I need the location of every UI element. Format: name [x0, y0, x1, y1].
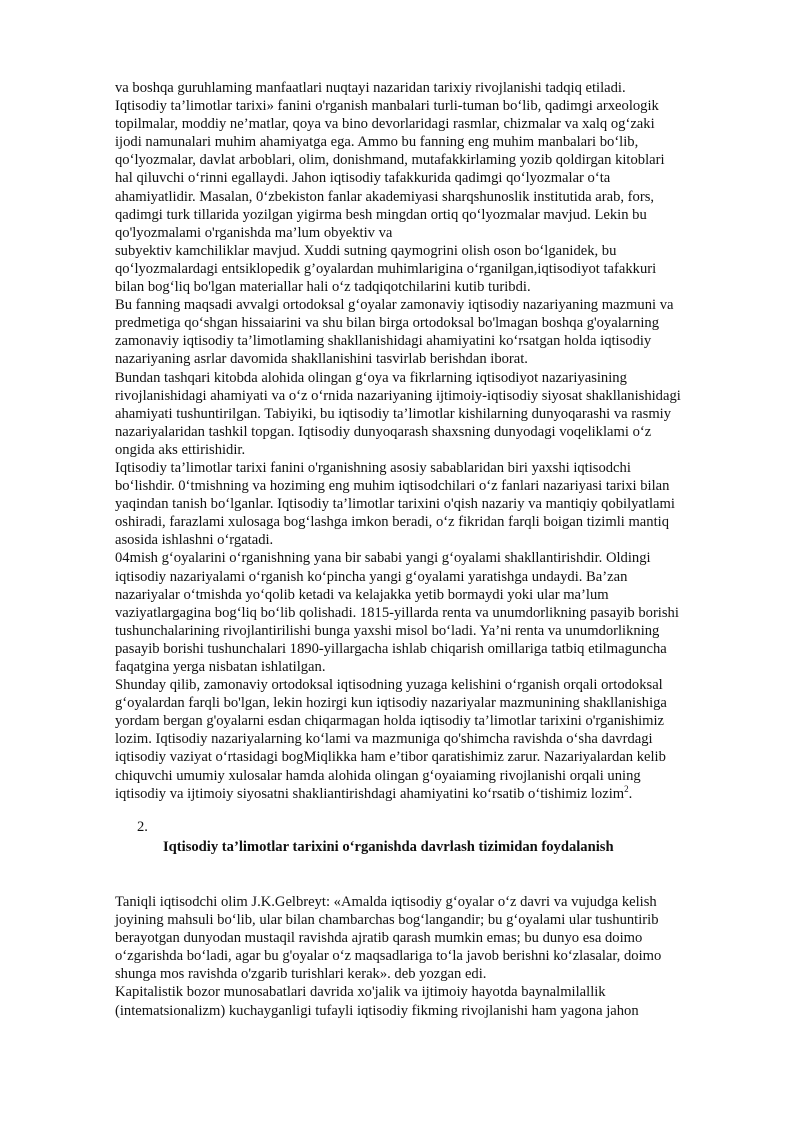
paragraph-conclusion: [115, 676, 745, 803]
text-line: (intematsionalizm) kuchayganligi tufayli iqtisodiy fikming rivojlanishi ham yagona jahon: [115, 1002, 639, 1019]
text-line-content: iqtisodiy va ijtimoiy siyosatni shakliantirishdagi ahamiyatini ko‘rsatib o‘tishimiz lozim: [115, 785, 625, 802]
section-heading: Iqtisodiy ta’limotlar tarixini o‘rganishda davrlash tizimidan foydalanish: [163, 838, 614, 855]
text-line: va boshqa guruhlaming manfaatlari nuqtayi nazaridan tarixiy rivojlanishi tadqiq etiladi.: [115, 80, 626, 96]
text-line: rivojlanishidagi ahamiyati va o‘z o‘rnida nazariyaning ijtimoiy-iqtisodiy siyosat shakllanishidagi: [115, 387, 681, 404]
text-line: Iqtisodiy ta’limotlar tarixi» fanini o'rganish manbalari turli-tuman bo‘lib, qadimgi arxeologik: [115, 98, 659, 115]
text-line: Bundan tashqari kitobda alohida olingan g‘oya va fikrlarning iqtisodiyot nazariyasining: [115, 369, 627, 386]
text-line: zamonaviy iqtisodiy ta’limotlaming shakllanishidagi ahamiyatini ko‘rsatgan holda iqtisodiy: [115, 333, 652, 350]
paragraph-purpose: [115, 296, 745, 368]
text-line: qo‘lyozmalardagi entsiklopedik g’oyalardan muhimlarigina o‘rganilgan,iqtisodiyot tafakkuri: [115, 260, 657, 277]
text-line: oshiradi, farazlami xulosaga bog‘lashga imkon beradi, o‘z fikridan farqli boigan tizimli mantiq: [115, 514, 669, 531]
text-line: ijodi namunalari muhim ahamiyatga ega. Ammo bu fanning eng muhim manbalari bo‘lib,: [115, 134, 639, 151]
text-line: predmetiga qo‘shgan hissaiarini va shu bilan birga ortodoksal bo'lmagan boshqa g'oyalarning: [115, 315, 660, 332]
text-line: qo'lyozmalami o'rganishda ma’lum obyektiv va: [115, 224, 393, 241]
text-line: yaqindan tanish bo‘lganlar. Iqtisodiy ta’limotlar tarixini o'qish nazariy va mantiqiy qobilyatlami: [115, 496, 675, 513]
paragraph-book-ideas: [115, 369, 745, 459]
text-line: nazariyalar o‘tmishda yo‘qolib ketadi va kelajakka yetib bormaydi yoki ular ma’lum: [115, 586, 609, 603]
paragraph-galbraith-quote: [115, 893, 745, 983]
text-line: qadimgi turk tillarida yozilgan yigirma besh mingdan ortiq qo‘lyozmalar mavjud. Lekin bu: [115, 206, 647, 223]
text-line: iqtisodiy vaziyat o‘rtasidagi bogMiqlikka ham e’tibor qaratishimiz zarur. Nazariyalardan kelib: [115, 749, 666, 766]
text-line: hal qiluvchi o‘rinni egallaydi. Jahon iqtisodiy tafakkurida qadimgi qo‘lyozmalar o‘ta: [115, 170, 611, 187]
text-line: Kapitalistik bozor munosabatlari davrida xo'jalik va ijtimoiy hayotda baynalmilallik: [115, 984, 606, 1001]
text-line: bo‘lishdir. 0‘tmishning va hoziming eng muhim iqtisodchilari o‘z fanlari nazariyasi tarixi bilan: [115, 478, 670, 495]
text-line: ongida aks ettirishidir.: [115, 441, 246, 458]
text-line: faqatgina yerga nisbatan ishlatilgan.: [115, 659, 326, 675]
text-line: 04mish g‘oyalarini o‘rganishning yana bir sababi yangi g‘oyalami shakllantirishdir. Oldingi: [115, 550, 651, 567]
document-page: [115, 79, 745, 1020]
text-line: ahamiyati tushuntirilgan. Tabiyiki, bu iqtisodiy ta’limotlar kishilarning dunyoqarashi va rasmiy: [115, 405, 672, 422]
text-line: shunga mos ravishda o'zgarib turishlari kerak». deb yozgan edi.: [115, 966, 487, 983]
text-line: Taniqli iqtisodchi olim J.K.Gelbreyt: «Amalda iqtisodiy g‘oyalar o‘z davri va vujudga kelish: [115, 893, 657, 910]
text-line: tushunchalarining rivojlantirilishi bunga yaxshi misol bo‘ladi. Ya’ni renta va unumdorlikning: [115, 622, 660, 639]
paragraph-past-ideas: [115, 549, 745, 676]
text-line: o‘zgarishda bo‘ladi, agar bu g'oyalar o‘z maqsadlariga to‘la javob berishni ko‘zlasalar, doimo: [115, 948, 662, 965]
text-line: nazariyaning asrlar davomida shakllanishini tasvirlab berishdan iborat.: [115, 351, 528, 368]
text-line: vaziyatlargagina bog‘liq bo‘lib qolishadi. 1815-yillarda renta va unumdorlikning pasayib borishi: [115, 604, 679, 621]
spacer: [115, 856, 745, 893]
text-line: topilmalar, moddiy ne’matlar, qoya va bino devorlaridagi rasmlar, chizmalar va xalq og‘zaki: [115, 116, 655, 133]
text-line: [115, 785, 745, 803]
text-line: pasayib borishi tushunchalari 1890-yillargacha ishlab chiqarish omillariga tatbiq etilmaguncha: [115, 640, 667, 657]
text-line: nazariyalaridan tashkil topgan. Iqtisodiy dunyoqarash shaxsning dunyodagi voqeliklami o‘z: [115, 423, 652, 440]
text-line: iqtisodiy nazariyalami o‘rganish ko‘pincha yangi g‘oyalami yaratishga undaydi. Ba’zan: [115, 568, 628, 585]
text-line: asosida ishlashni o‘rgatadi.: [115, 532, 274, 549]
text-line: Shunday qilib, zamonaviy ortodoksal iqtisodning yuzaga kelishini o‘rganish orqali ortodoksal: [115, 677, 663, 694]
text-line: subyektiv kamchiliklar mavjud. Xuddi sutning qaymogrini olish oson bo‘lganidek, bu: [115, 242, 617, 259]
text-line: bilan bog‘liq bo'lgan materiallar hali o‘z tadqiqotchilarini kutib turibdi.: [115, 279, 531, 296]
footnote-reference[interactable]: 2: [624, 783, 629, 794]
text-line: lozim. Iqtisodiy nazariyalarning ko‘lami va mazmuniga qo'shimcha ravishda o‘sha davrdagi: [115, 731, 653, 748]
text-line: berayotgan dunyodan mustaqil ravishda ajratib qarash mumkin emas; bu dunyo esa doimo: [115, 930, 643, 947]
paragraph-sources: [115, 79, 745, 296]
text-line: Iqtisodiy ta’limotlar tarixi fanini o'rganishning asosiy sabablaridan biri yaxshi iqtisodchi: [115, 459, 631, 476]
paragraph-reasons: [115, 459, 745, 549]
text-line: g‘oyalardan farqli bo'lgan, lekin hozirgi kun iqtisodiy nazariyalar mazmunining shakllanishiga: [115, 695, 667, 712]
sentence-end: .: [628, 785, 633, 802]
text-line: chiquvchi umumiy xulosalar hamda alohida olingan g‘oyaiaming rivojlanishi orqali uning: [115, 767, 641, 784]
section-number: 2.: [137, 818, 148, 835]
text-line: qo‘lyozmalar, davlat arboblari, olim, donishmand, mutafakkirlaming yozib qoldirgan kitoblari: [115, 152, 665, 169]
text-line: ahamiyatlidir. Masalan, 0‘zbekiston fanlar akademiyasi sharqshunoslik institutida arab, fors,: [115, 188, 655, 205]
text-line: joyining mahsuli bo‘lib, ular bilan chambarchas bog‘langandir; bu g‘oyalami ular tushuntirib: [115, 912, 659, 929]
text-line: yordam bergan g'oyalarni esdan chiqarmagan holda iqtisodiy ta’limotlar tarixini o'rganishimiz: [115, 713, 665, 730]
paragraph-capitalist-relations: [115, 983, 745, 1019]
text-line: Bu fanning maqsadi avvalgi ortodoksal g‘oyalar zamonaviy iqtisodiy nazariyaning mazmuni va: [115, 297, 674, 314]
